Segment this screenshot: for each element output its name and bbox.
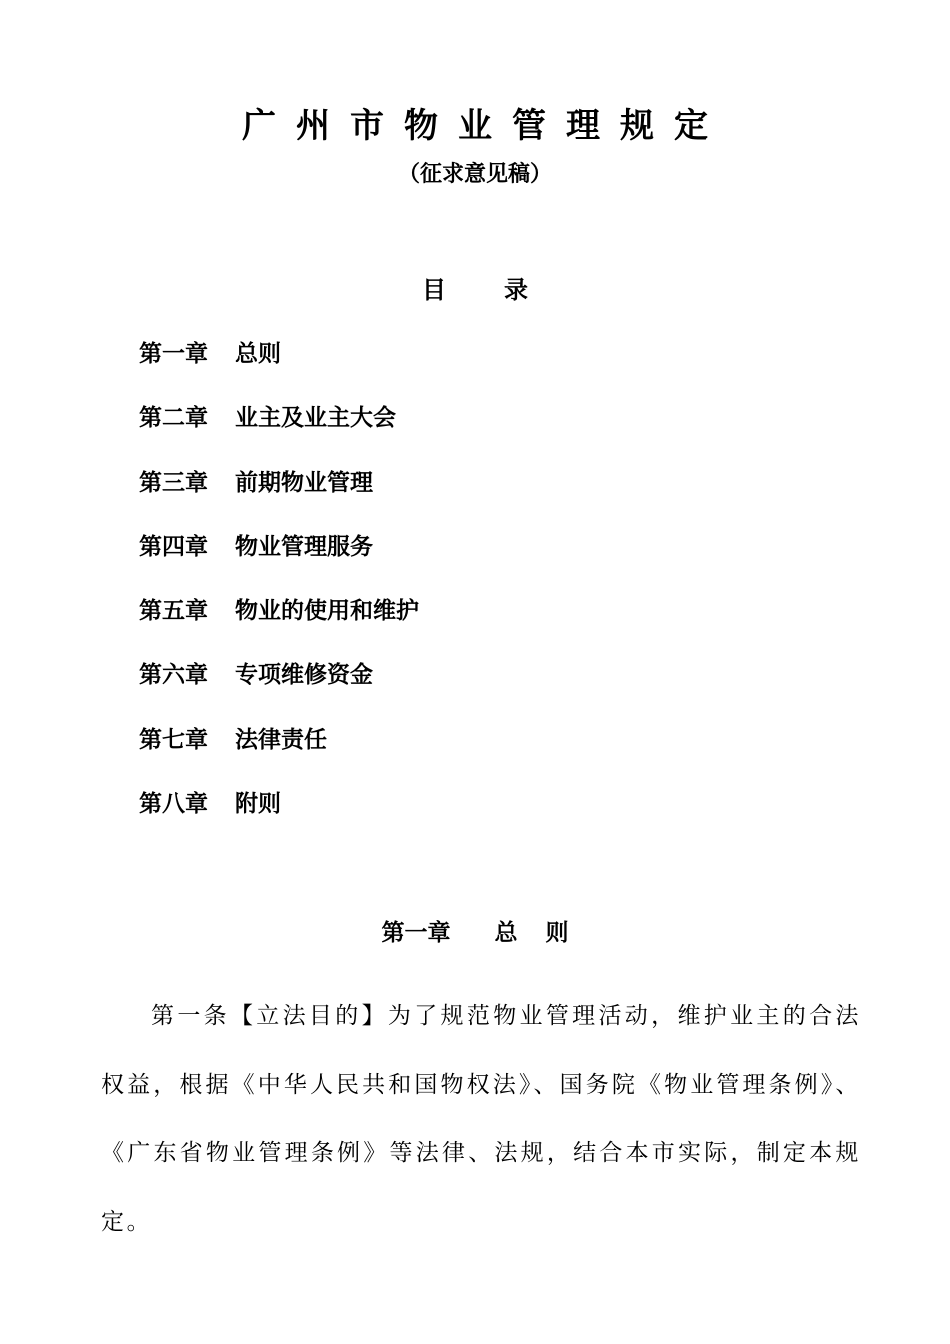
toc-item-chapter-6 xyxy=(139,659,419,723)
chapter-number: 第一章 xyxy=(381,920,451,946)
toc-item-title: 物业管理服务 xyxy=(235,533,373,560)
article-label: 第一条【立法目的】 xyxy=(151,1003,388,1029)
toc-item-chapter-5 xyxy=(139,595,419,659)
document-subtitle: （征求意见稿） xyxy=(397,162,552,187)
toc-item-title: 业主及业主大会 xyxy=(235,405,396,432)
toc-item-number: 第四章 xyxy=(139,533,208,560)
toc-item-chapter-2 xyxy=(139,402,419,466)
toc-item-number: 第一章 xyxy=(139,341,208,367)
toc-item-chapter-8 xyxy=(139,788,419,852)
toc-item-chapter-7 xyxy=(139,724,419,788)
toc-item-title: 前期物业管理 xyxy=(235,469,373,496)
article-one xyxy=(101,982,861,1256)
toc-item-number: 第三章 xyxy=(139,469,208,496)
toc-item-chapter-4 xyxy=(139,531,419,595)
document-title: 广州市物业管理规定 xyxy=(242,106,728,146)
toc-item-title: 附则 xyxy=(235,791,281,818)
toc-item-number: 第五章 xyxy=(139,598,208,625)
chapter-title-second: 则 xyxy=(545,920,569,946)
toc-heading-left: 目 xyxy=(422,276,446,304)
toc-item-chapter-3 xyxy=(139,467,419,531)
chapter-heading xyxy=(0,917,950,949)
toc-item-title: 总则 xyxy=(235,341,281,367)
toc-heading-right: 录 xyxy=(504,276,528,304)
chapter-title-first: 总 xyxy=(494,920,518,946)
toc-item-title: 物业的使用和维护 xyxy=(235,598,419,625)
toc-item-title: 专项维修资金 xyxy=(235,662,373,689)
toc-item-title: 法律责任 xyxy=(235,726,327,753)
table-of-contents xyxy=(139,338,419,852)
article-text: 为了规范物业管理活动，维护业主的合法权益，根据《中华人民共和国物权法》、国务院《物业管理条例》、《广东省物业管理条例》等法律、法规，结合本市实际，制定本规定。 xyxy=(101,1003,861,1235)
toc-item-chapter-1 xyxy=(139,338,419,402)
toc-item-number: 第八章 xyxy=(139,791,208,818)
toc-item-number: 第二章 xyxy=(139,405,208,432)
toc-item-number: 第六章 xyxy=(139,662,208,689)
toc-item-number: 第七章 xyxy=(139,726,208,753)
toc-heading xyxy=(0,274,950,306)
